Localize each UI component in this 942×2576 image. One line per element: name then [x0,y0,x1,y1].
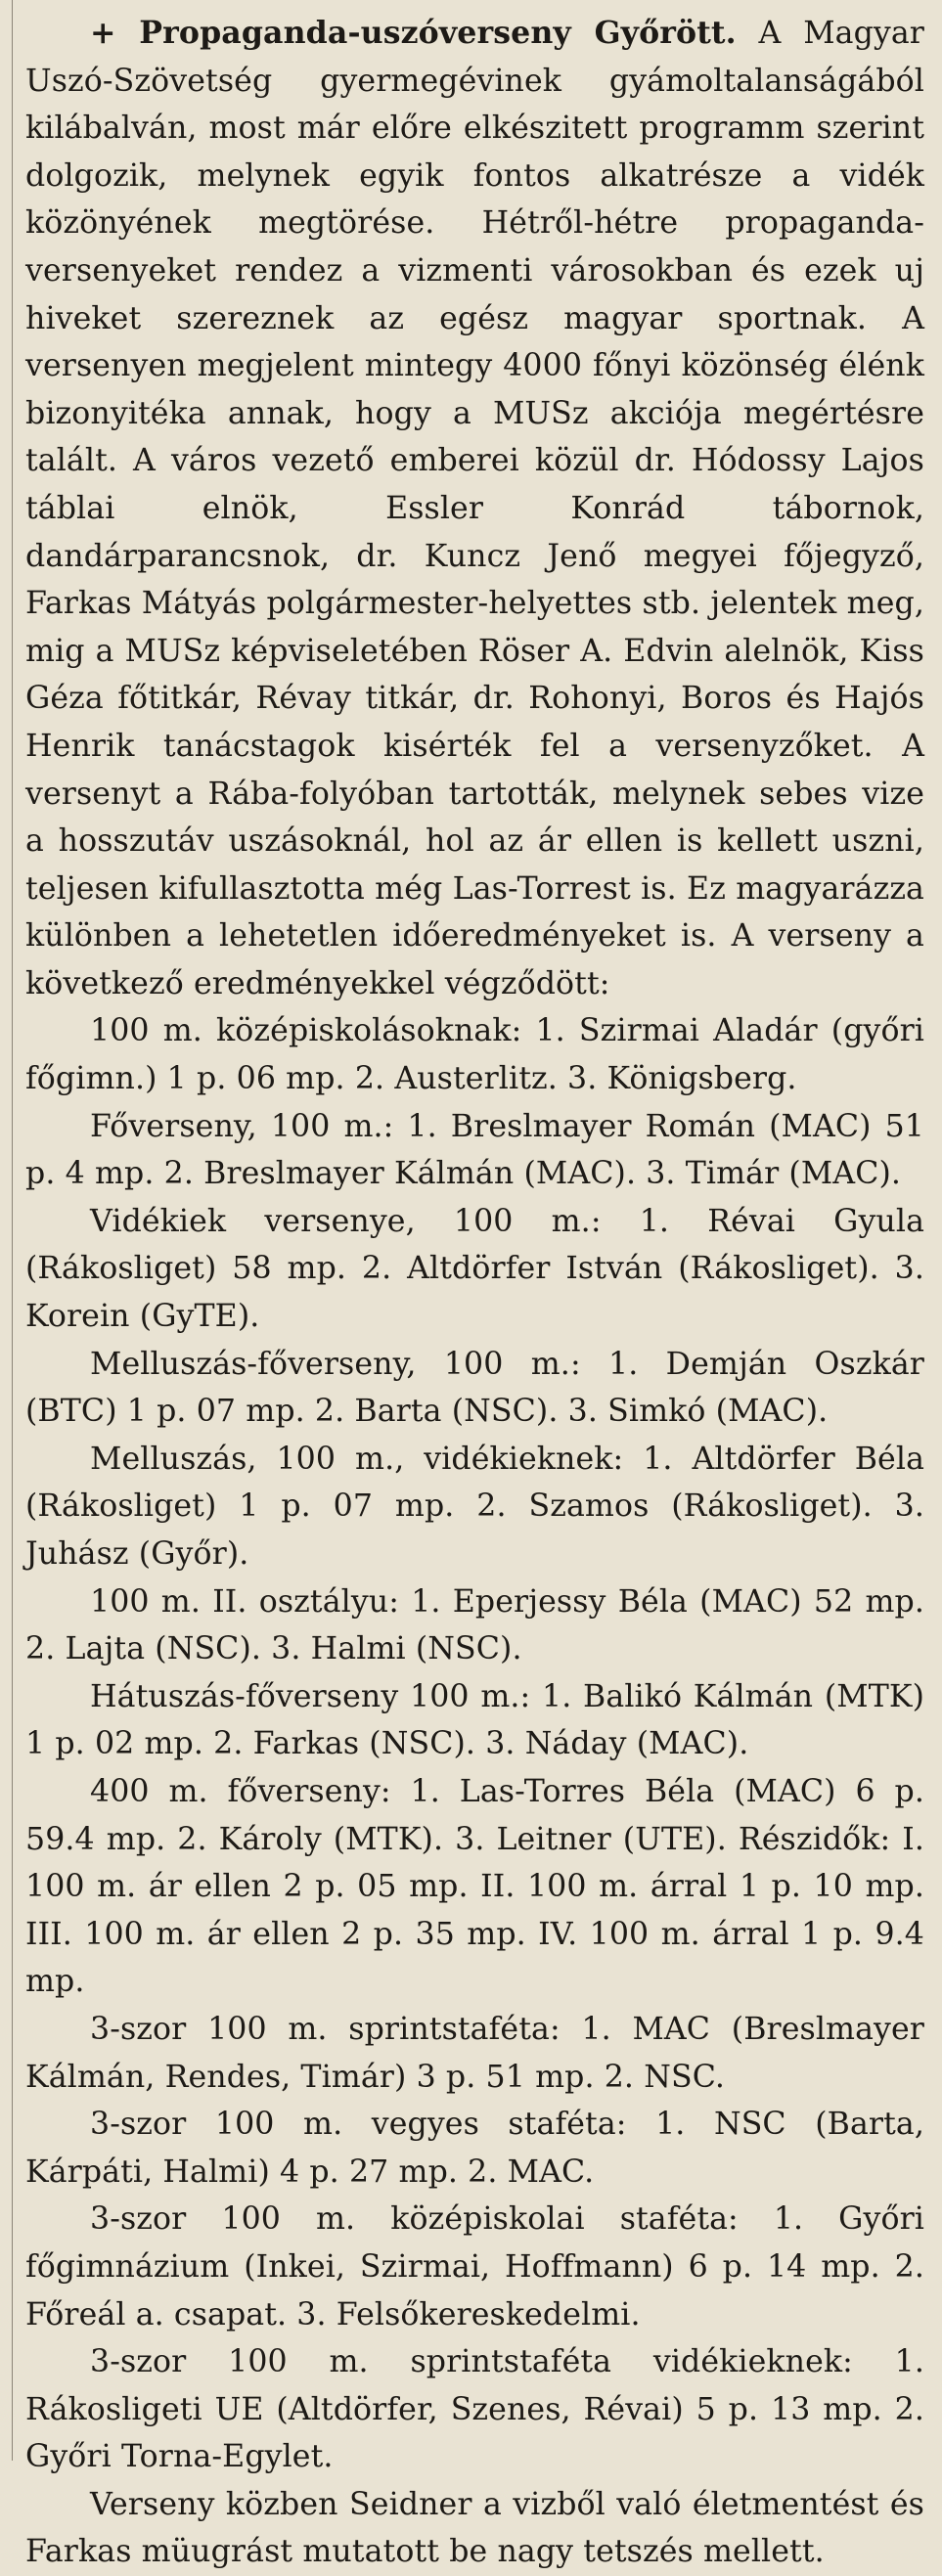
closing-paragraph: Verseny közben Seidner a vizből való életmentést és Farkas müugrást mutatott be nagy tetszés mellett. [25,2486,924,2570]
result-paragraph: Melluszás-főverseny, 100 m.: 1. Demján Oszkár (BTC) 1 p. 07 mp. 2. Barta (NSC). 3. Simkó (MAC). [25,1346,924,1430]
result-paragraph: 3-szor 100 m. sprintstaféta: 1. MAC (Breslmayer Kálmán, Rendes, Timár) 3 p. 51 mp. 2. NSC. [25,2011,924,2095]
result-paragraph: 100 m. középiskolásoknak: 1. Szirmai Aladár (győri főgimn.) 1 p. 06 mp. 2. Austerlitz. 3. Königsberg. [25,1013,924,1097]
result-paragraph: Hátuszás-főverseny 100 m.: 1. Balikó Kálmán (MTK) 1 p. 02 mp. 2. Farkas (NSC). 3. Náday (MAC). [25,1678,924,1762]
result-paragraph: Melluszás, 100 m., vidékieknek: 1. Altdörfer Béla (Rákosliget) 1 p. 07 mp. 2. Szamos (Rákosliget). 3. Juhász (Győr). [25,1441,924,1572]
result-paragraph: 400 m. főverseny: 1. Las-Torres Béla (MAC) 6 p. 59.4 mp. 2. Károly (MTK). 3. Leitner (UTE). Részidők: I. 100 m. ár ellen 2 p. 05 mp. II. 100 m. árral 1 p. 10 mp. III. 100 m. ár ellen 2 p. 35 mp. IV. 100 m. árral 1 p. 9.4 mp. [25,1773,924,2000]
result-paragraph: 3-szor 100 m. sprintstaféta vidékieknek: 1. Rákosligeti UE (Altdörfer, Szenes, Révai) 5 p. 13 mp. 2. Győri Torna-Egylet. [25,2344,924,2475]
result-paragraph: Vidékiek versenye, 100 m.: 1. Révai Gyula (Rákosliget) 58 mp. 2. Altdörfer István (Rákosliget). 3. Korein (GyTE). [25,1203,924,1335]
article-lead-text: A Magyar Uszó-Szövetség gyermegévinek gyámoltalanságából kilábalván, most már előre elkészitett programm szerint dolgozik, melynek egyik fontos alkatrésze a vidék közönyének megtörése. Hétről-hétre propaganda-versenyeket rendez a vizmenti városokban és ezek uj hiveket szereznek az egész magyar sportnak. A versenyen megjelent mintegy 4000 főnyi közönség élénk bizonyitéka annak, hogy a MUSz akciója megértésre talált. A város vezető emberei közül dr. Hódossy Lajos táblai elnök, Essler Konrád tábornok, dandárparancsnok, dr. Kuncz Jenő megyei főjegyző, Farkas Mátyás polgármester-helyettes stb. jelentek meg, mig a MUSz képviseletében Röser A. Edvin alelnök, Kiss Géza főtitkár, Révay titkár, dr. Rohonyi, Boros és Hajós Henrik tanácstagok kisérték fel a versenyzőket. A versenyt a Rába-folyóban tartották, melynek sebes vize a hosszutáv uszásoknál, hol az ár ellen is kellett uszni, teljesen kifullasztotta még Las-Torrest is. Ez magyarázza különben a lehetetlen időeredményeket is. A verseny a következő eredményekkel végződött: [25,16,924,1001]
result-paragraph: 3-szor 100 m. vegyes staféta: 1. NSC (Barta, Kárpáti, Halmi) 4 p. 27 mp. 2. MAC. [25,2107,924,2190]
result-paragraph: Főverseny, 100 m.: 1. Breslmayer Román (MAC) 51 p. 4 mp. 2. Breslmayer Kálmán (MAC). 3. Timár (MAC). [25,1108,924,1192]
article-lead-paragraph [25,10,924,1007]
result-paragraph: 3-szor 100 m. középiskolai staféta: 1. Győri főgimnázium (Inkei, Szirmai, Hoffmann) 6 p. 14 mp. 2. Főreál a. csapat. 3. Felsőkereskedelmi. [25,2201,924,2332]
result-paragraph: 100 m. II. osztályu: 1. Eperjessy Béla (MAC) 52 mp. 2. Lajta (NSC). 3. Halmi (NSC). [25,1583,924,1667]
article [25,10,924,2576]
article-headline: + Propaganda-uszóverseny Győrött. [90,15,737,51]
column-rule [12,0,13,2461]
